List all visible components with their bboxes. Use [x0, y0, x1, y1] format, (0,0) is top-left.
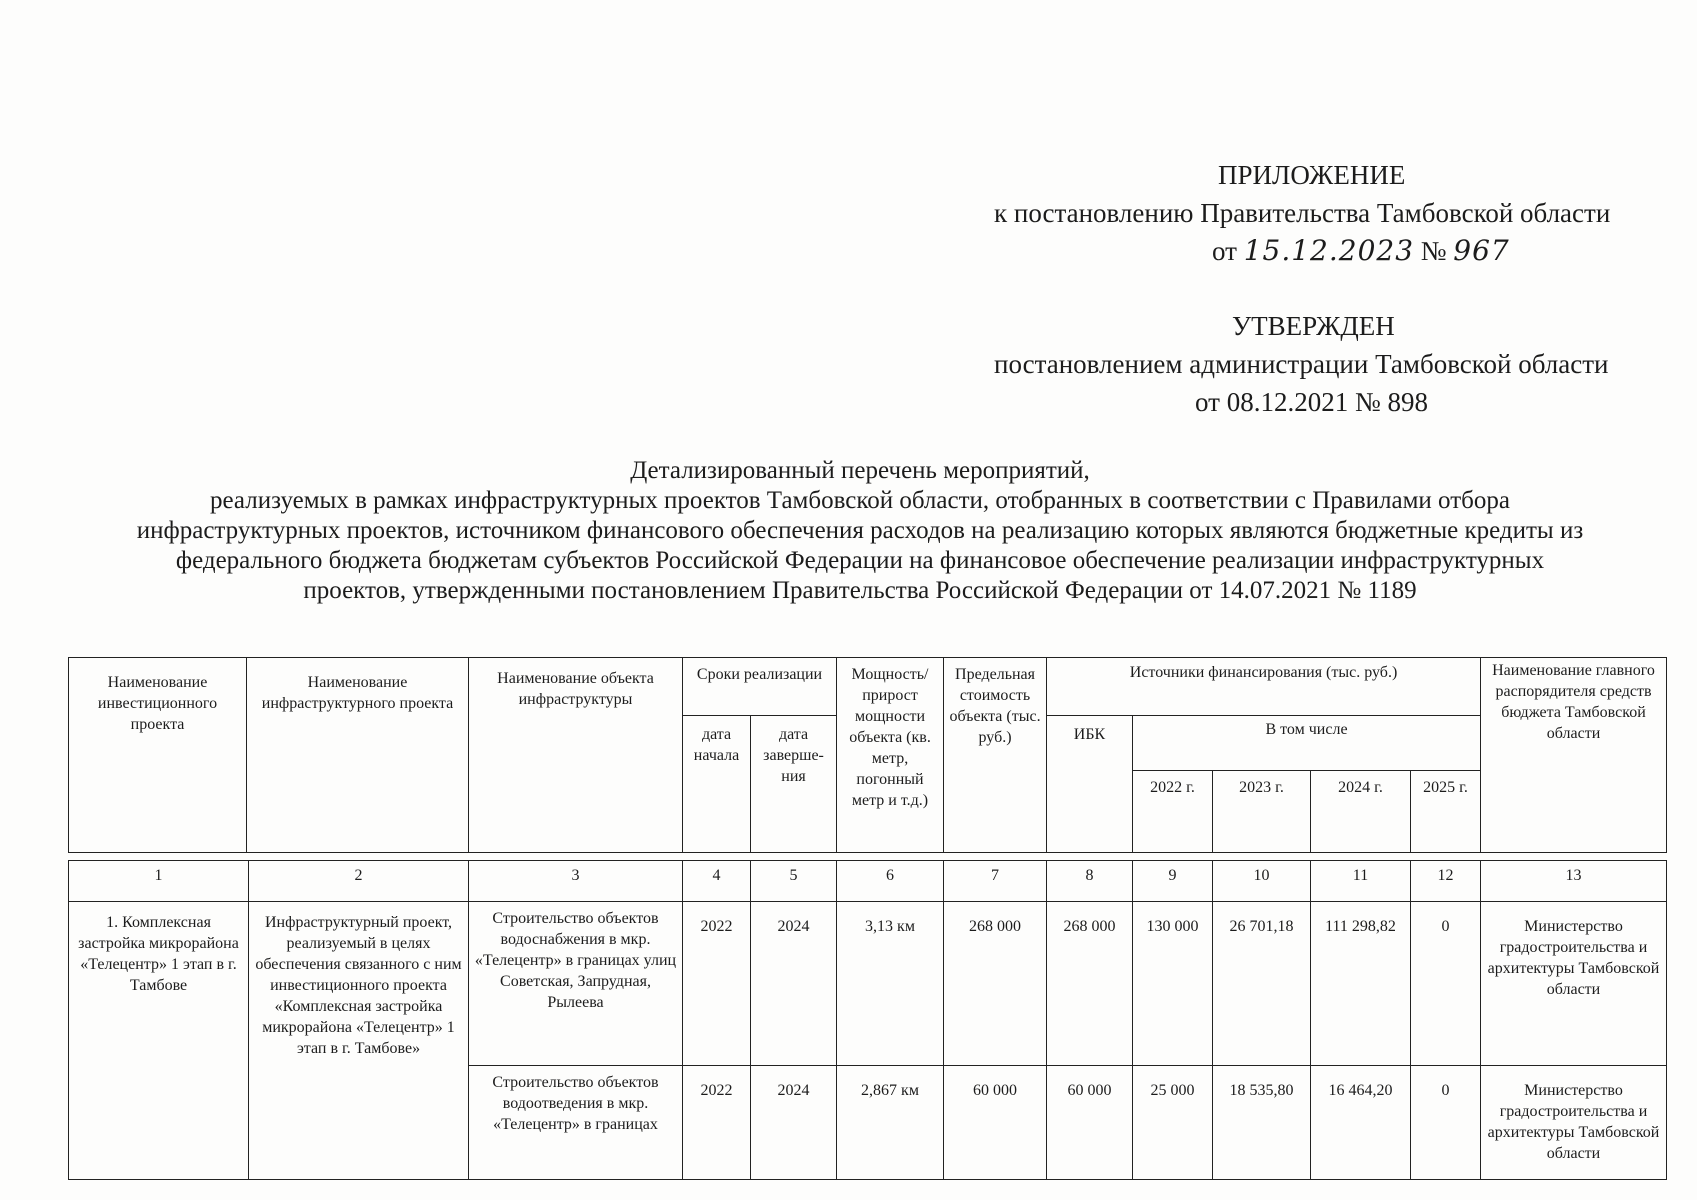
cell-2022: 25 000 — [1133, 1066, 1213, 1180]
table-header — [68, 657, 1667, 853]
appendix-num-sign: № — [1420, 236, 1447, 266]
table-body — [68, 860, 1667, 1180]
cell-2022: 130 000 — [1133, 902, 1213, 1066]
cell-2025: 0 — [1411, 902, 1481, 1066]
cell-2024: 111 298,82 — [1311, 902, 1411, 1066]
appendix-date-handwritten: 15.12.2023 — [1243, 234, 1415, 267]
column-number: 1 — [69, 861, 249, 902]
cell-2025: 0 — [1411, 1066, 1481, 1180]
cell-ibk: 268 000 — [1047, 902, 1133, 1066]
approved-title: УТВЕРЖДЕН — [1232, 311, 1395, 341]
header-max-cost: Предельная стоимость объекта (тыс. руб.) — [944, 658, 1047, 853]
header-sources: Источники финансирования (тыс. руб.) — [1047, 658, 1481, 716]
column-number: 12 — [1411, 861, 1481, 902]
appendix-date-prefix: от — [1212, 236, 1237, 266]
header-year-2025: 2025 г. — [1411, 771, 1481, 853]
title-line: федерального бюджета бюджетам субъектов Российской Федерации на финансовое обеспечение реализации инфраструктурных — [175, 547, 1545, 574]
header-infrastructure-object: Наименование объекта инфраструктуры — [469, 658, 683, 853]
cell-max-cost: 60 000 — [944, 1066, 1047, 1180]
cell-capacity: 3,13 км — [837, 902, 944, 1066]
appendix-title: ПРИЛОЖЕНИЕ — [1218, 160, 1406, 190]
title-line: инфраструктурных проектов, источником финансового обеспечения расходов на реализацию которых являются бюджетные кредиты из — [136, 517, 1584, 544]
cell-object: Строительство объектов водоотведения в мкр. «Телецентр» в границах — [469, 1066, 683, 1180]
header-year-2023: 2023 г. — [1213, 771, 1311, 853]
header-including: В том числе — [1133, 716, 1481, 771]
document-title — [60, 456, 1660, 606]
header-manager: Наименование главного распорядителя средств бюджета Тамбовской области — [1481, 658, 1667, 853]
column-number: 2 — [249, 861, 469, 902]
title-line: реализуемых в рамках инфраструктурных проектов Тамбовской области, отобранных в соответствии с Правилами отбора — [210, 487, 1510, 514]
header-year-2022: 2022 г. — [1133, 771, 1213, 853]
cell-end: 2024 — [751, 902, 837, 1066]
approved-by: постановлением администрации Тамбовской области — [994, 349, 1609, 379]
cell-2024: 16 464,20 — [1311, 1066, 1411, 1180]
column-number: 13 — [1481, 861, 1667, 902]
column-number: 6 — [837, 861, 944, 902]
cell-capacity: 2,867 км — [837, 1066, 944, 1180]
header-start-date: дата начала — [683, 716, 751, 853]
header-end-date: дата заверше-ния — [751, 716, 837, 853]
cell-manager: Министерство градостроительства и архитектуры Тамбовской области — [1481, 1066, 1667, 1180]
cell-2023: 18 535,80 — [1213, 1066, 1311, 1180]
column-number: 7 — [944, 861, 1047, 902]
column-number: 9 — [1133, 861, 1213, 902]
cell-object: Строительство объектов водоснабжения в мкр. «Телецентр» в границах улиц Советская, Запрудная, Рылеева — [469, 902, 683, 1066]
column-number: 3 — [469, 861, 683, 902]
appendix-date-line — [1212, 234, 1510, 267]
appendix-number-handwritten: 967 — [1453, 234, 1510, 267]
header-year-2024: 2024 г. — [1311, 771, 1411, 853]
approved-date: от 08.12.2021 № 898 — [1195, 387, 1428, 417]
column-number: 5 — [751, 861, 837, 902]
title-line: Детализированный перечень мероприятий, — [630, 457, 1090, 484]
title-line: проектов, утвержденными постановлением Правительства Российской Федерации от 14.07.2021 № 1189 — [303, 577, 1417, 604]
header-ibk: ИБК — [1047, 716, 1133, 853]
column-number: 11 — [1311, 861, 1411, 902]
header-infrastructure-project: Наименование инфраструктурного проекта — [247, 658, 469, 853]
cell-investment-project: 1. Комплексная застройка микрорайона «Телецентр» 1 этап в г. Тамбове — [69, 902, 249, 1180]
cell-start: 2022 — [683, 902, 751, 1066]
column-numbers-row — [69, 861, 1667, 902]
header-investment-project: Наименование инвестиционного проекта — [69, 658, 247, 853]
cell-start: 2022 — [683, 1066, 751, 1180]
cell-ibk: 60 000 — [1047, 1066, 1133, 1180]
column-number: 10 — [1213, 861, 1311, 902]
column-number: 8 — [1047, 861, 1133, 902]
header-capacity: Мощность/ прирост мощности объекта (кв. метр, погонный метр и т.д.) — [837, 658, 944, 853]
header-terms: Сроки реализации — [683, 658, 837, 716]
cell-end: 2024 — [751, 1066, 837, 1180]
table-row — [69, 902, 1667, 1066]
cell-max-cost: 268 000 — [944, 902, 1047, 1066]
cell-manager: Министерство градостроительства и архитектуры Тамбовской области — [1481, 902, 1667, 1066]
appendix-to: к постановлению Правительства Тамбовской области — [994, 198, 1611, 228]
cell-2023: 26 701,18 — [1213, 902, 1311, 1066]
cell-infrastructure-project: Инфраструктурный проект, реализуемый в целях обеспечения связанного с ним инвестиционного проекта «Комплексная застройка микрорайона «Телецентр» 1 этап в г. Тамбове» — [249, 902, 469, 1180]
column-number: 4 — [683, 861, 751, 902]
